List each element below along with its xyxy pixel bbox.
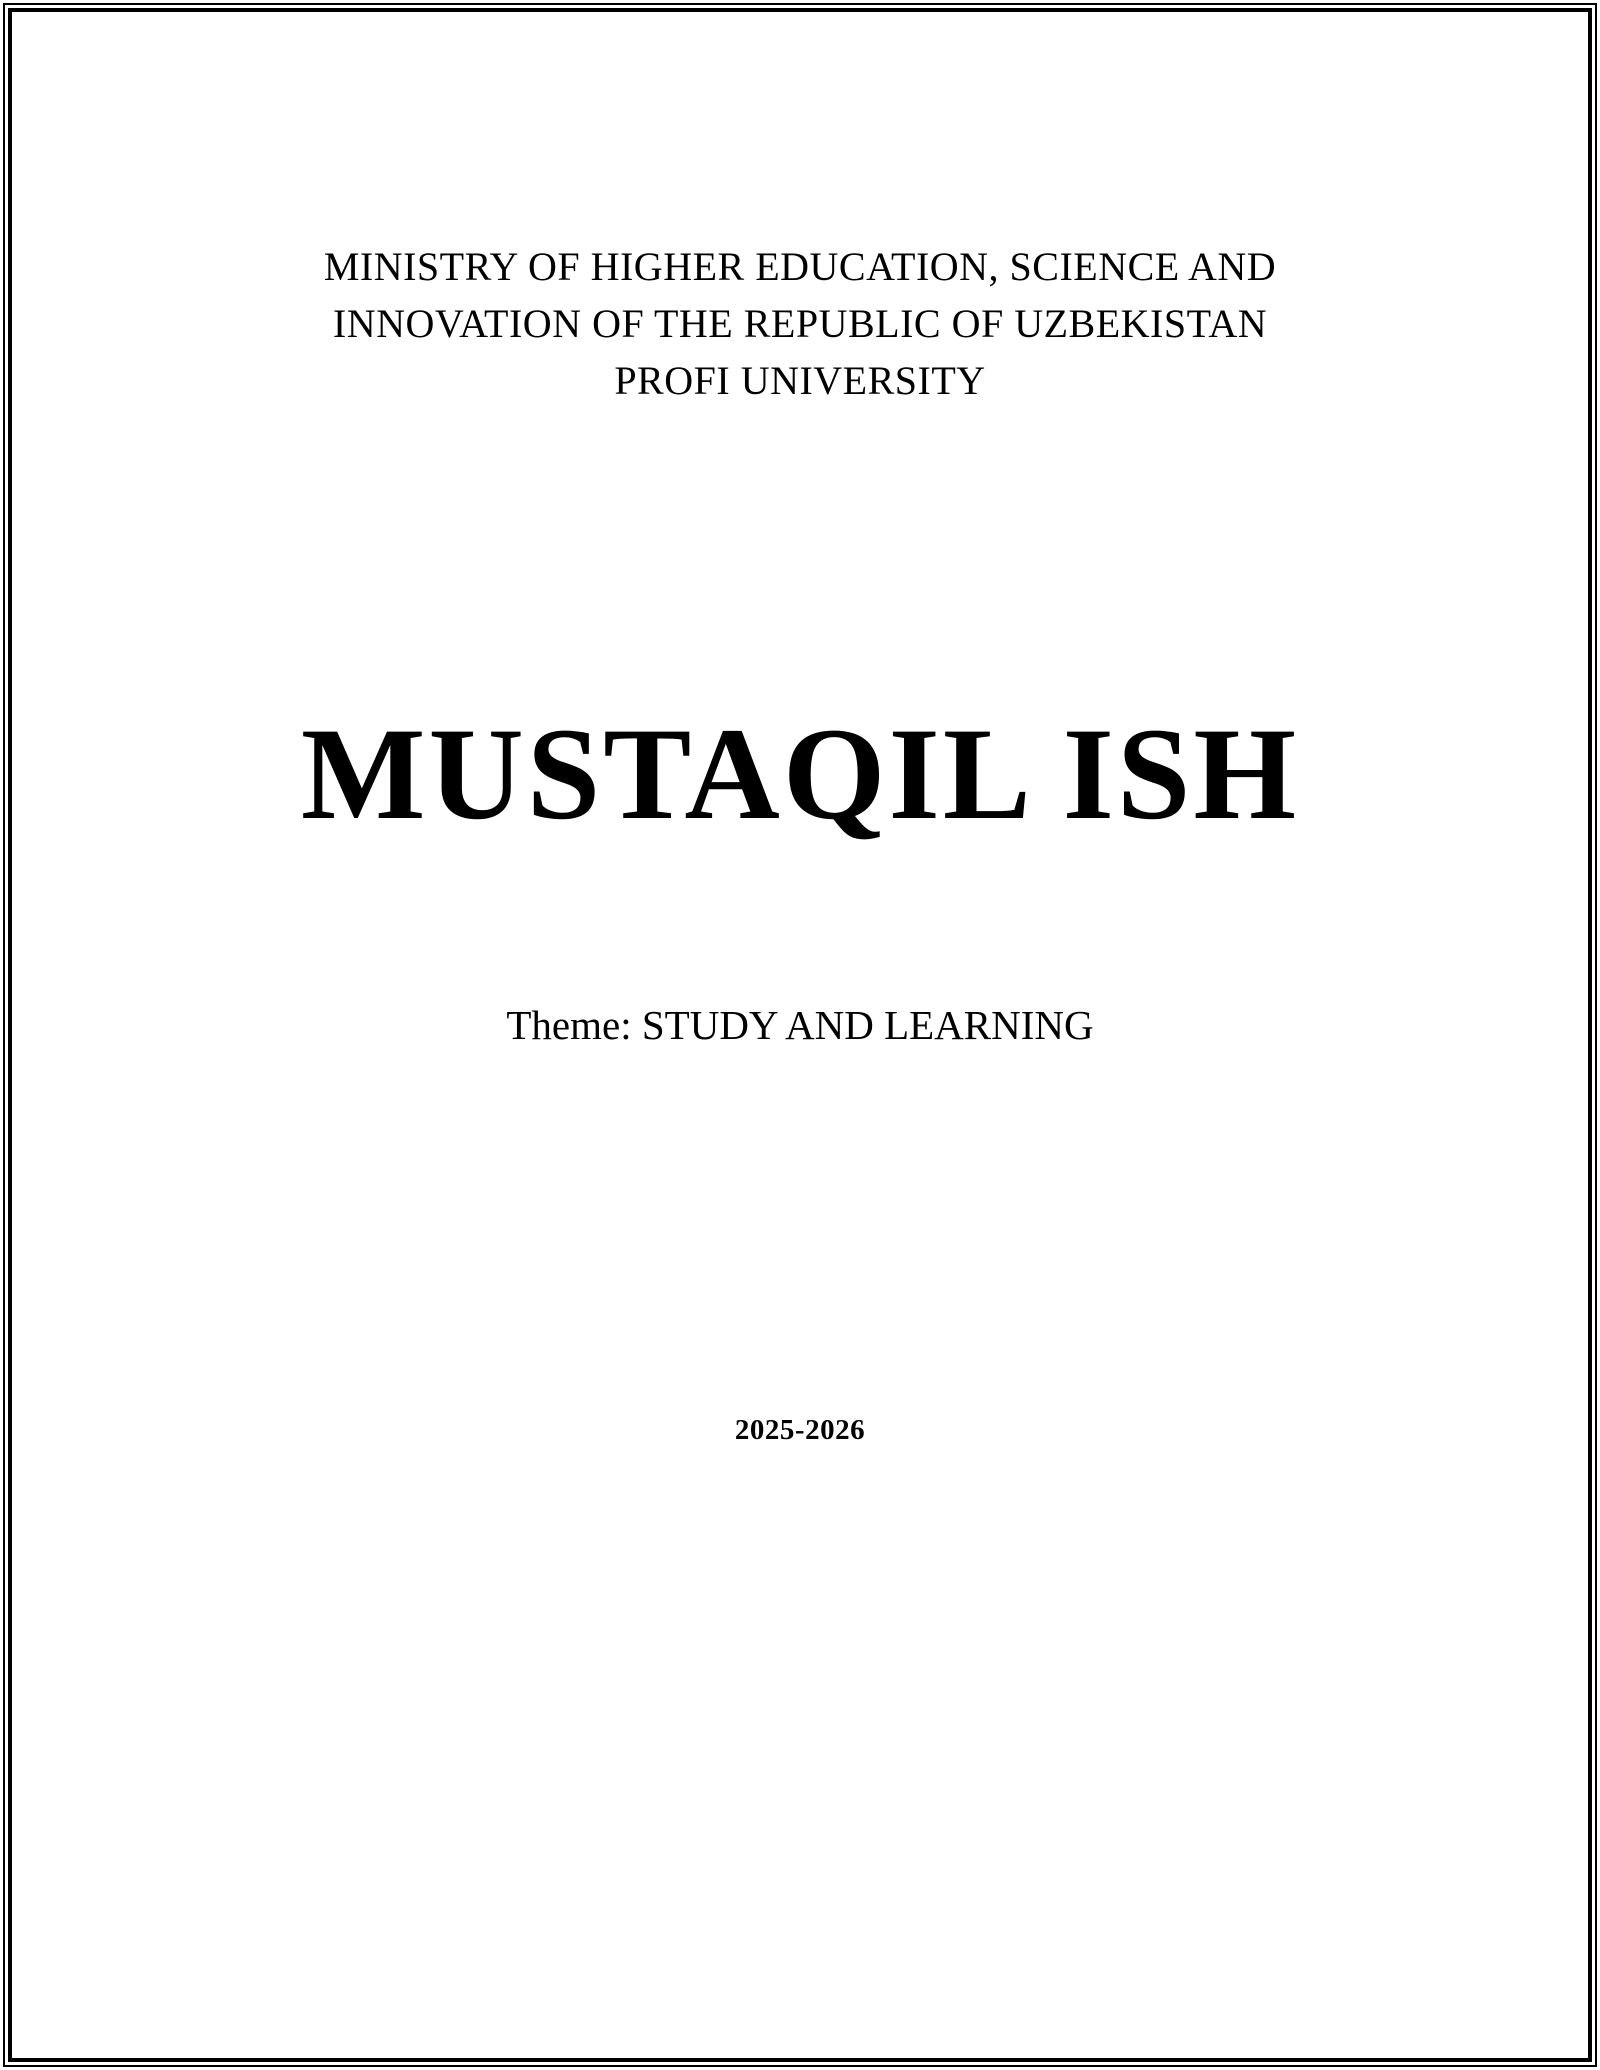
ministry-header [0, 238, 1600, 409]
ministry-header-line-2: INNOVATION OF THE REPUBLIC OF UZBEKISTAN [332, 301, 1268, 346]
ministry-header-line-3: PROFI UNIVERSITY [614, 358, 986, 403]
academic-year: 2025-2026 [734, 1414, 866, 1446]
theme-line: Theme: STUDY AND LEARNING [506, 1002, 1094, 1048]
document-title: MUSTAQIL ISH [300, 700, 1300, 847]
ministry-header-line-1: MINISTRY OF HIGHER EDUCATION, SCIENCE AND [323, 244, 1277, 289]
